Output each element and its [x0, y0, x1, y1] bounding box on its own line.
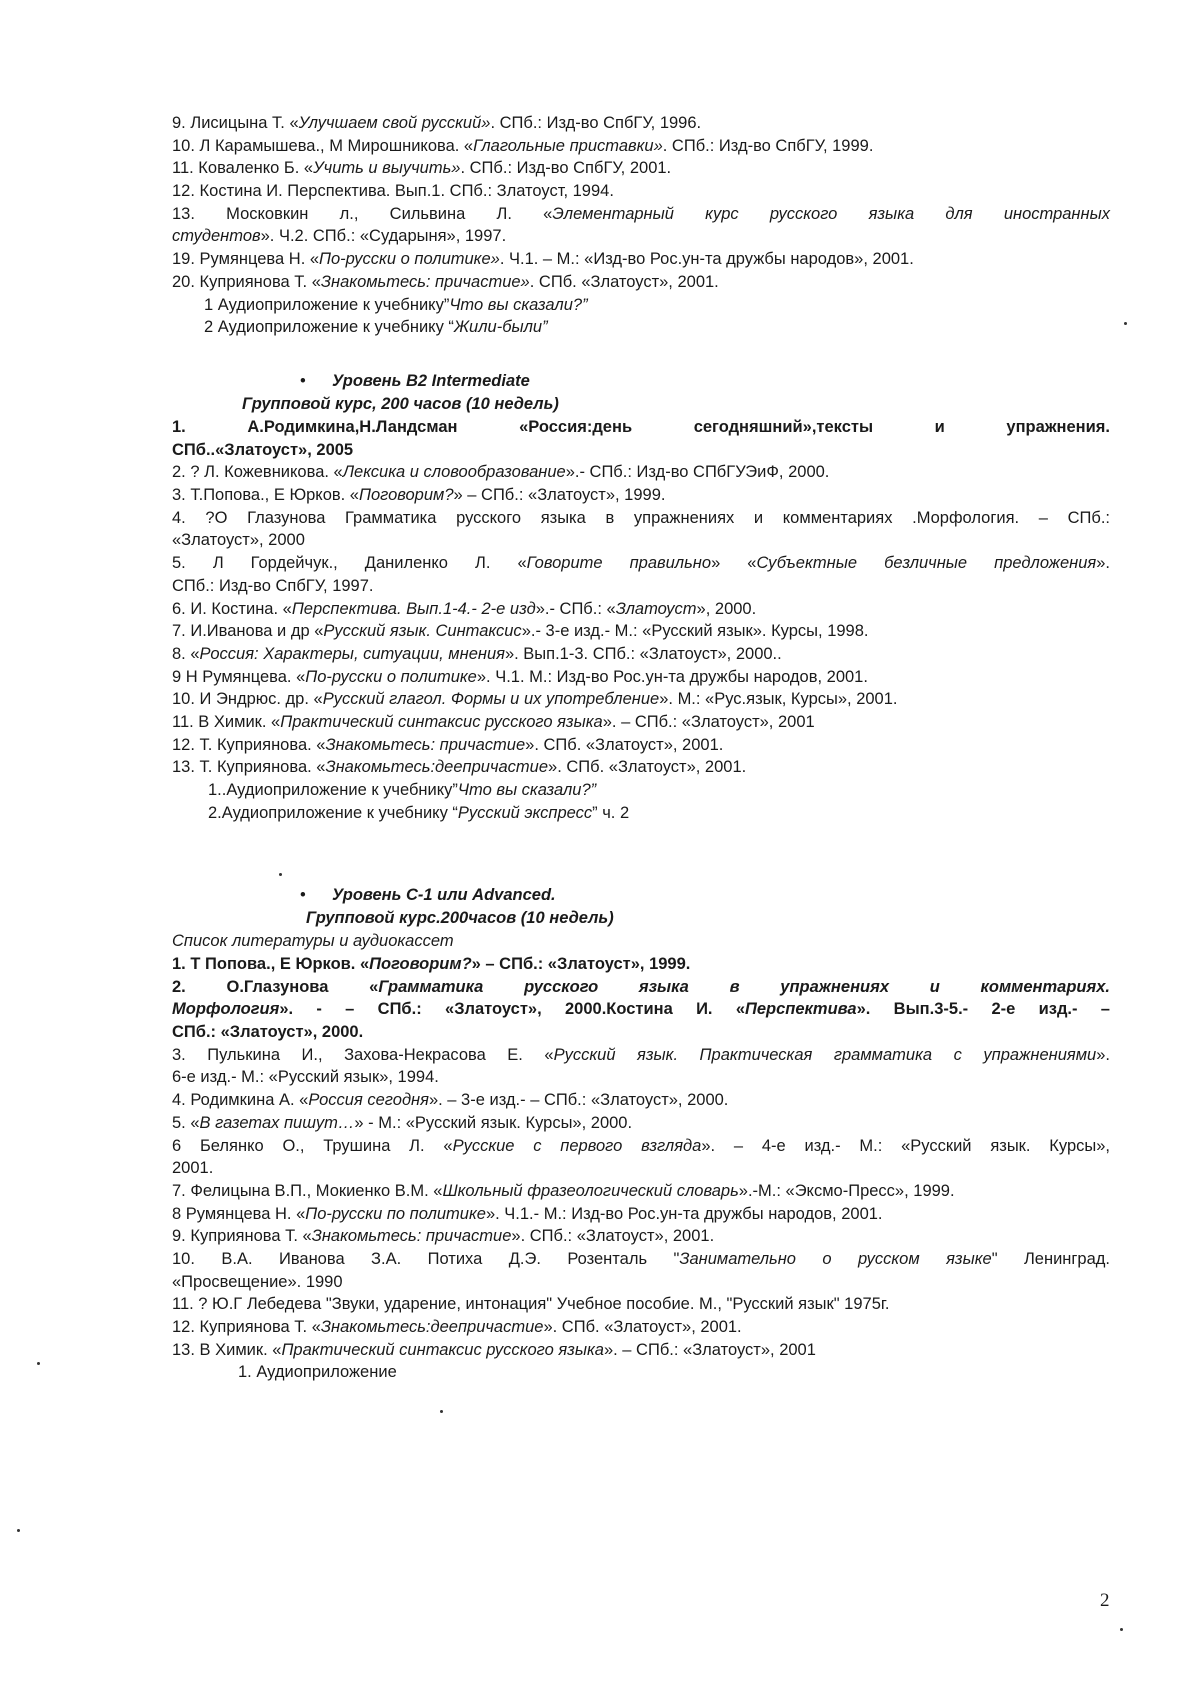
- reference-text: . СПб.: Изд-во СпбГУ, 2001.: [460, 159, 672, 178]
- scan-speck: [279, 873, 282, 876]
- reference-text: 2 Аудиоприложение к учебнику “: [204, 318, 454, 337]
- reference-text: 2.Аудиоприложение к учебнику “: [208, 803, 458, 822]
- reference-text: А.Родимкина,Н.Ландсман «Россия:день сегодняшний»,тексты и упражнения.: [247, 418, 1110, 436]
- reference-text: «Златоуст», 2000: [172, 531, 305, 550]
- reference-text: ».: [1096, 554, 1110, 573]
- title-text: Грамматика русского языка в упражнениях и комментариях.: [378, 977, 1110, 996]
- item-number: 12.: [172, 735, 200, 754]
- reference-line: [172, 688, 1110, 711]
- reference-line: [172, 779, 1110, 802]
- reference-text: », 2000.: [696, 599, 757, 618]
- item-number: 8: [172, 1204, 186, 1223]
- item-number: 9: [172, 667, 186, 686]
- item-number: 9.: [172, 1227, 191, 1246]
- title-text: Практический синтаксис русского языка: [280, 712, 603, 731]
- level-b2-title: Уровень B2 Intermediate: [332, 372, 530, 390]
- item-number: 9.: [172, 114, 191, 132]
- reference-text: ». – СПб.: «Златоуст», 2001: [603, 1340, 816, 1359]
- reference-text: ? Ю.Г Лебедева "Звуки, ударение, интонация" Учебное пособие. М., "Русский язык" 1975г.: [198, 1295, 890, 1314]
- item-number: 10.: [172, 136, 200, 155]
- reference-text: В.А. Иванова З.А. Потиха Д.Э. Розенталь ": [221, 1249, 680, 1268]
- reference-text: Куприянова Т. «: [199, 272, 321, 291]
- reference-text: . Ч.1. – М.: «Изд-во Рос.ун-та дружбы народов», 2001.: [499, 250, 914, 269]
- reference-line: [172, 112, 1110, 135]
- title-text: Жили-были”: [453, 318, 548, 337]
- title-text: Говорите правильно: [526, 554, 712, 573]
- item-number: 2.: [172, 977, 227, 996]
- item-number: 5.: [172, 1113, 191, 1132]
- title-text: Перспектива. Вып.1-4.- 2-е изд: [291, 599, 536, 618]
- reference-text: . СПб. «Златоуст», 2001.: [529, 272, 719, 291]
- reference-text: ». Вып.1-3. СПб.: «Златоуст», 2000..: [504, 644, 782, 663]
- reference-text: ». М.: «Рус.язык, Курсы», 2001.: [659, 690, 898, 709]
- reference-line: [172, 1203, 1110, 1226]
- reference-line: [172, 180, 1110, 203]
- item-number: 2.: [172, 463, 191, 482]
- reference-text: ». – 3-е изд.- – СПб.: «Златоуст», 2000.: [428, 1091, 729, 1110]
- reference-text: . СПб.: Изд-во СпбГУ, 1996.: [490, 114, 702, 132]
- reference-text: ». Вып.3-5.- 2-е изд.- –: [856, 1000, 1110, 1019]
- reference-text: ” ч. 2: [592, 803, 630, 822]
- reference-text: СПб..«Златоуст», 2005: [172, 440, 354, 459]
- reference-text: 1 Аудиоприложение к учебнику”: [204, 295, 450, 314]
- title-text: Русский язык. Практическая грамматика с упражнениями: [553, 1045, 1097, 1064]
- reference-text: ».- СПб.: Изд-во СПбГУЭиФ, 2000.: [565, 463, 830, 482]
- reference-text: Л Гордейчук., Даниленко Л. «: [212, 554, 527, 573]
- reference-text: ». – СПб.: «Златоуст», 2001: [602, 712, 815, 731]
- item-number: 11.: [172, 1295, 199, 1314]
- scan-speck: [1120, 1628, 1123, 1631]
- title-text: Русский экспресс: [457, 803, 593, 822]
- reference-list-section-2: [172, 416, 1110, 824]
- title-text: Россия сегодня: [308, 1091, 429, 1110]
- title-text: В газетах пишут…: [199, 1113, 355, 1132]
- scan-speck: [17, 1529, 20, 1532]
- reference-line: [172, 1066, 1110, 1089]
- title-text: По-русски о политике»: [319, 250, 500, 269]
- reference-text: ». - – СПб.: «Златоуст», 2000.Костина И. «: [279, 1000, 745, 1019]
- title-text: По-русски о политике: [305, 667, 477, 686]
- reference-text: ».- СПб.: «: [535, 599, 616, 618]
- course-b2-title: Групповой курс, 200 часов (10 недель): [242, 395, 559, 413]
- reference-line: [172, 1157, 1110, 1180]
- item-number: 1.: [172, 955, 191, 973]
- reference-line: [172, 666, 1110, 689]
- item-number: 10.: [172, 1249, 222, 1268]
- reference-line: [172, 620, 1110, 643]
- reference-text: Родимкина А. «: [190, 1091, 309, 1110]
- item-number: 3.: [172, 486, 191, 505]
- item-number: 20.: [172, 272, 200, 291]
- reference-text: 6-е изд.- М.: «Русский язык», 1994.: [172, 1068, 439, 1087]
- reference-line: [172, 484, 1110, 507]
- title-text: Знакомьтесь: причастие: [311, 1227, 512, 1246]
- item-number: 8.: [172, 644, 191, 663]
- reference-text: ». Ч.1. М.: Изд-во Рос.ун-та дружбы народов, 2001.: [476, 667, 868, 686]
- level-b2-heading: [300, 370, 530, 393]
- reference-text: Костина И. Перспектива. Вып.1. СПб.: Златоуст, 1994.: [199, 182, 614, 201]
- title-text: Учить и выучить»: [313, 159, 461, 178]
- reference-text: 1. Аудиоприложение: [238, 1363, 397, 1382]
- reference-text: В Химик. «: [198, 712, 281, 731]
- reference-line: [172, 1021, 1110, 1044]
- title-text: Знакомьтесь: причастие: [325, 735, 526, 754]
- reference-text: О.Глазунова «: [226, 977, 379, 996]
- reference-text: Т. Куприянова. «: [199, 735, 326, 754]
- reference-text: «Просвещение». 1990: [172, 1272, 343, 1291]
- reference-line: [172, 294, 1110, 317]
- title-text: Знакомьтесь:деепричастие: [325, 758, 549, 777]
- reference-text: Румянцева Н. «: [185, 1204, 306, 1223]
- reference-text: ». Ч.2. СПб.: «Сударыня», 1997.: [260, 227, 507, 246]
- reference-list-section-3: [172, 953, 1110, 1384]
- reference-text: Румянцева Н. «: [199, 250, 320, 269]
- item-number: 11.: [172, 712, 199, 731]
- reference-line: [172, 1112, 1110, 1135]
- reference-text: . СПб.: Изд-во СпбГУ, 1999.: [662, 136, 874, 155]
- item-number: 3.: [172, 1045, 208, 1064]
- scan-speck: [37, 1362, 40, 1365]
- reference-text: Т.Попова., Е Юрков. «: [190, 486, 359, 505]
- reference-text: ». – 4-е изд.- М.: «Русский язык. Курсы»,: [701, 1136, 1110, 1155]
- title-text: Россия: Характеры, ситуации, мнения: [199, 644, 505, 663]
- title-text: Субъектные безличные предложения: [756, 554, 1097, 573]
- reference-line: [172, 802, 1110, 825]
- reference-line: [172, 1316, 1110, 1339]
- reference-text: » - М.: «Русский язык. Курсы», 2000.: [354, 1113, 633, 1132]
- reference-line: [172, 598, 1110, 621]
- title-text: Златоуст: [615, 599, 697, 618]
- reference-text: ».- 3-е изд.- М.: «Русский язык». Курсы, 1998.: [521, 622, 869, 641]
- item-number: 13.: [172, 1340, 200, 1359]
- reference-text: Фелицына В.П., Мокиенко В.М. «: [190, 1181, 443, 1200]
- reference-text: Н Румянцева. «: [185, 667, 306, 686]
- reference-line: [172, 976, 1110, 999]
- title-text: Русский глагол. Формы и их употребление: [322, 690, 660, 709]
- title-text: Лексика и словообразование: [342, 463, 566, 482]
- reference-line: [172, 1225, 1110, 1248]
- reference-line: [172, 529, 1110, 552]
- reference-line: [172, 1248, 1110, 1271]
- reference-text: И. Костина. «: [190, 599, 292, 618]
- reference-text: ». СПб. «Златоуст», 2001.: [525, 735, 724, 754]
- reference-line: [172, 416, 1110, 439]
- title-text: Поговорим?: [358, 486, 454, 505]
- reference-line: [172, 248, 1110, 271]
- item-number: 5.: [172, 554, 213, 573]
- reference-text: Лисицына Т. «: [190, 114, 299, 132]
- reference-text: » – СПб.: «Златоуст», 1999.: [453, 486, 666, 505]
- reference-text: Белянко О., Трушина Л. «: [199, 1136, 453, 1155]
- reference-text: ».: [1096, 1045, 1110, 1064]
- reference-text: И Эндрюс. др. «: [199, 690, 323, 709]
- reference-text: 1..Аудиоприложение к учебнику”: [208, 781, 458, 799]
- title-text: Занимательно о русском языке: [679, 1249, 992, 1268]
- reference-text: ». СПб. «Златоуст», 2001.: [548, 758, 747, 777]
- reference-text: Куприянова Т. «: [190, 1227, 312, 1246]
- reference-text: И.Иванова и др «: [190, 622, 324, 641]
- item-number: 7.: [172, 622, 191, 641]
- reference-text: «: [190, 1113, 200, 1132]
- bullet-icon: •: [300, 886, 306, 904]
- reference-line: [172, 953, 1110, 976]
- course-c1-title: Групповой курс.200часов (10 недель): [306, 909, 614, 927]
- item-number: 7.: [172, 1181, 191, 1200]
- title-text: Практический синтаксис русского языка: [281, 1340, 604, 1359]
- reference-line: [172, 643, 1110, 666]
- reference-text: » «: [711, 554, 757, 573]
- reference-line: [172, 1361, 1110, 1384]
- reference-line: [172, 225, 1110, 248]
- reference-text: Куприянова Т. «: [199, 1318, 321, 1336]
- title-text: Что вы сказали?”: [457, 781, 597, 799]
- level-c1-title: Уровень С-1 или Advanced.: [332, 886, 556, 904]
- reference-text: ».-М.: «Эксмо-Пресс», 1999.: [738, 1181, 955, 1200]
- reference-line: [172, 507, 1110, 530]
- title-text: Знакомьтесь:деепричастие: [320, 1318, 544, 1336]
- reference-text: «: [190, 644, 200, 663]
- reference-list-section-1: [172, 112, 1110, 339]
- reference-text: ?О Глазунова Грамматика русского языка в упражнениях и комментариях .Морфология. – СПб.:: [205, 508, 1110, 527]
- reference-line: [172, 316, 1110, 339]
- reference-line: [172, 734, 1110, 757]
- reference-line: [172, 1180, 1110, 1203]
- list-title: Список литературы и аудиокассет: [172, 932, 454, 950]
- reference-line: [172, 1293, 1110, 1316]
- item-number: 10.: [172, 690, 200, 709]
- reference-line: [172, 271, 1110, 294]
- reference-text: Пулькина И., Захова-Некрасова Е. «: [207, 1045, 554, 1064]
- title-text: Поговорим?: [369, 955, 472, 973]
- reference-text: » – СПб.: «Златоуст», 1999.: [471, 955, 691, 973]
- scan-speck: [1124, 322, 1127, 325]
- reference-text: Т. Куприянова. «: [199, 758, 326, 777]
- title-text: Морфология: [172, 1000, 280, 1019]
- title-text: Русский язык. Синтаксис: [323, 622, 522, 641]
- item-number: 4.: [172, 508, 206, 527]
- title-text: Глагольные приставки»: [473, 136, 663, 155]
- reference-line: [172, 203, 1110, 226]
- item-number: 6: [172, 1136, 200, 1155]
- item-number: 1.: [172, 418, 248, 436]
- reference-line: [172, 1135, 1110, 1158]
- reference-text: ». Ч.1.- М.: Изд-во Рос.ун-та дружбы народов, 2001.: [485, 1204, 883, 1223]
- reference-line: [172, 552, 1110, 575]
- reference-text: СПб.: Изд-во СпбГУ, 1997.: [172, 576, 374, 595]
- reference-line: [172, 461, 1110, 484]
- reference-text: " Ленинград.: [991, 1249, 1110, 1268]
- reference-text: 2001.: [172, 1159, 214, 1178]
- reference-text: ». СПб. «Златоуст», 2001.: [543, 1318, 742, 1336]
- title-text: Знакомьтесь: причастие»: [320, 272, 530, 291]
- reference-line: [172, 575, 1110, 598]
- reference-line: [172, 711, 1110, 734]
- item-number: 13.: [172, 758, 200, 777]
- reference-text: СПб.: «Златоуст», 2000.: [172, 1023, 364, 1042]
- reference-text: Т Попова., Е Юрков. «: [190, 955, 370, 973]
- title-text: Улучшаем свой русский»: [298, 114, 491, 132]
- reference-text: ? Л. Кожевникова. «: [190, 463, 343, 482]
- level-c1-heading: [300, 884, 556, 907]
- reference-line: [172, 439, 1110, 462]
- title-text: студентов: [172, 227, 261, 246]
- reference-line: [172, 1339, 1110, 1362]
- reference-text: Л Карамышева., М Мирошникова. «: [199, 136, 474, 155]
- reference-line: [172, 1044, 1110, 1067]
- title-text: Школьный фразеологический словарь: [442, 1181, 739, 1200]
- reference-line: [172, 998, 1110, 1021]
- title-text: Элементарный курс русского языка для иностранных: [552, 204, 1110, 223]
- reference-line: [172, 135, 1110, 158]
- item-number: 13.: [172, 204, 227, 223]
- reference-text: В Химик. «: [199, 1340, 282, 1359]
- bullet-icon: •: [300, 372, 306, 390]
- reference-line: [172, 1089, 1110, 1112]
- title-text: Перспектива: [745, 1000, 857, 1019]
- item-number: 12.: [172, 1318, 200, 1336]
- title-text: По-русски по политике: [305, 1204, 486, 1223]
- reference-text: Московкин л., Сильвина Л. «: [226, 204, 553, 223]
- reference-line: [172, 157, 1110, 180]
- item-number: 6.: [172, 599, 191, 618]
- page-number: 2: [1100, 1590, 1110, 1611]
- item-number: 4.: [172, 1091, 191, 1110]
- scan-speck: [440, 1410, 443, 1413]
- title-text: Русские с первого взгляда: [452, 1136, 702, 1155]
- title-text: Что вы сказали?”: [449, 295, 588, 314]
- item-number: 19.: [172, 250, 200, 269]
- reference-text: ». СПб.: «Златоуст», 2001.: [511, 1227, 715, 1246]
- reference-line: [172, 756, 1110, 779]
- item-number: 12.: [172, 182, 200, 201]
- reference-text: Коваленко Б. «: [198, 159, 314, 178]
- item-number: 11.: [172, 159, 199, 178]
- reference-line: [172, 1271, 1110, 1294]
